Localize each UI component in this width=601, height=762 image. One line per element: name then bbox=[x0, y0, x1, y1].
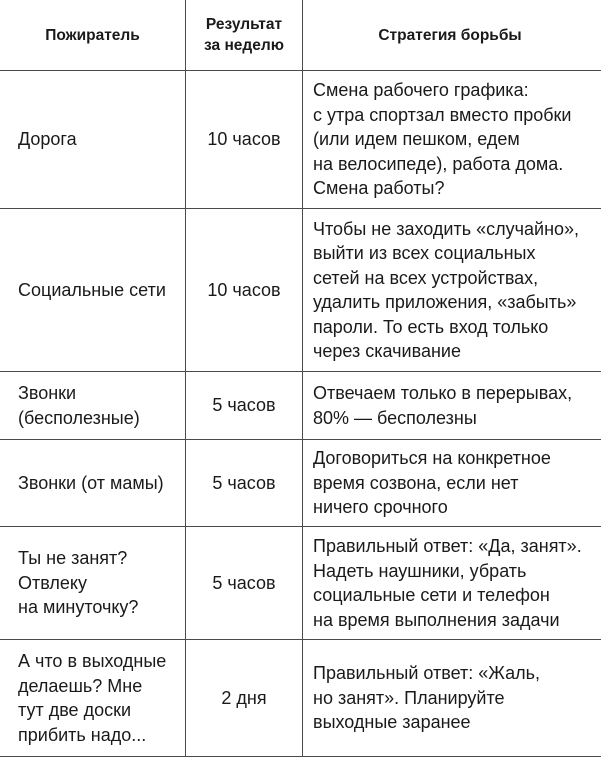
strategy-cell bbox=[303, 209, 601, 371]
strategy-text: Отвечаем только в перерывах, 80% — бесполезны bbox=[313, 383, 573, 428]
strategy-text: Чтобы не заходить «случайно», выйти из всех социальных сетей на всех устройствах, удалить приложения, «забыть» пароли. То есть вход только через скачивание bbox=[313, 218, 580, 361]
result-text: 10 часов bbox=[207, 129, 281, 150]
strategy-cell bbox=[303, 527, 601, 639]
result-text: 5 часов bbox=[212, 572, 276, 593]
table-row bbox=[0, 527, 601, 640]
header-strategy-label: Стратегия борьбы bbox=[378, 26, 522, 44]
strategy-text: Смена рабочего графика: с утра спортзал вместо пробки (или идем пешком, едем на велосипеде), работа дома. Смена работы? bbox=[313, 80, 572, 199]
result-text: 5 часов bbox=[212, 395, 276, 416]
eater-text: А что в выходные делаешь? Мне тут две доски прибить надо... bbox=[18, 651, 167, 745]
result-text: 2 дня bbox=[221, 687, 267, 708]
header-cell-result bbox=[186, 0, 303, 70]
table-row bbox=[0, 440, 601, 527]
eater-text: Дорога bbox=[18, 129, 77, 150]
eater-cell bbox=[0, 71, 186, 208]
eater-text: Звонки (бесполезные) bbox=[18, 383, 140, 428]
table-row bbox=[0, 640, 601, 757]
strategy-text: Договориться на конкретное время созвона, если нет ничего срочного bbox=[313, 448, 551, 518]
eater-cell bbox=[0, 372, 186, 439]
eater-cell bbox=[0, 527, 186, 639]
result-text: 10 часов bbox=[207, 279, 281, 300]
strategy-text: Правильный ответ: «Жаль, но занят». Планируйте выходные заранее bbox=[313, 663, 540, 733]
strategy-cell bbox=[303, 71, 601, 208]
eater-text: Звонки (от мамы) bbox=[18, 472, 164, 493]
table-row bbox=[0, 71, 601, 209]
eater-cell bbox=[0, 440, 186, 526]
table-header-row bbox=[0, 0, 601, 71]
header-cell-eater bbox=[0, 0, 186, 70]
result-cell bbox=[186, 71, 303, 208]
eater-text: Ты не занят? Отвлеку на минуточку? bbox=[18, 548, 139, 618]
strategy-cell bbox=[303, 372, 601, 439]
strategy-text: Правильный ответ: «Да, занят». Надеть наушники, убрать социальные сети и телефон на время выполнения задачи bbox=[313, 536, 582, 630]
header-eater-label: Пожиратель bbox=[45, 26, 140, 44]
result-cell bbox=[186, 372, 303, 439]
header-cell-strategy bbox=[303, 0, 601, 70]
header-result-label: Результат за неделю bbox=[204, 16, 284, 54]
strategy-cell bbox=[303, 440, 601, 526]
result-cell bbox=[186, 527, 303, 639]
table-row bbox=[0, 372, 601, 440]
eater-cell bbox=[0, 640, 186, 756]
result-text: 5 часов bbox=[212, 472, 276, 493]
result-cell bbox=[186, 440, 303, 526]
eater-text: Социальные сети bbox=[18, 279, 166, 300]
eater-cell bbox=[0, 209, 186, 371]
result-cell bbox=[186, 640, 303, 756]
strategy-cell bbox=[303, 640, 601, 756]
result-cell bbox=[186, 209, 303, 371]
table-row bbox=[0, 209, 601, 372]
